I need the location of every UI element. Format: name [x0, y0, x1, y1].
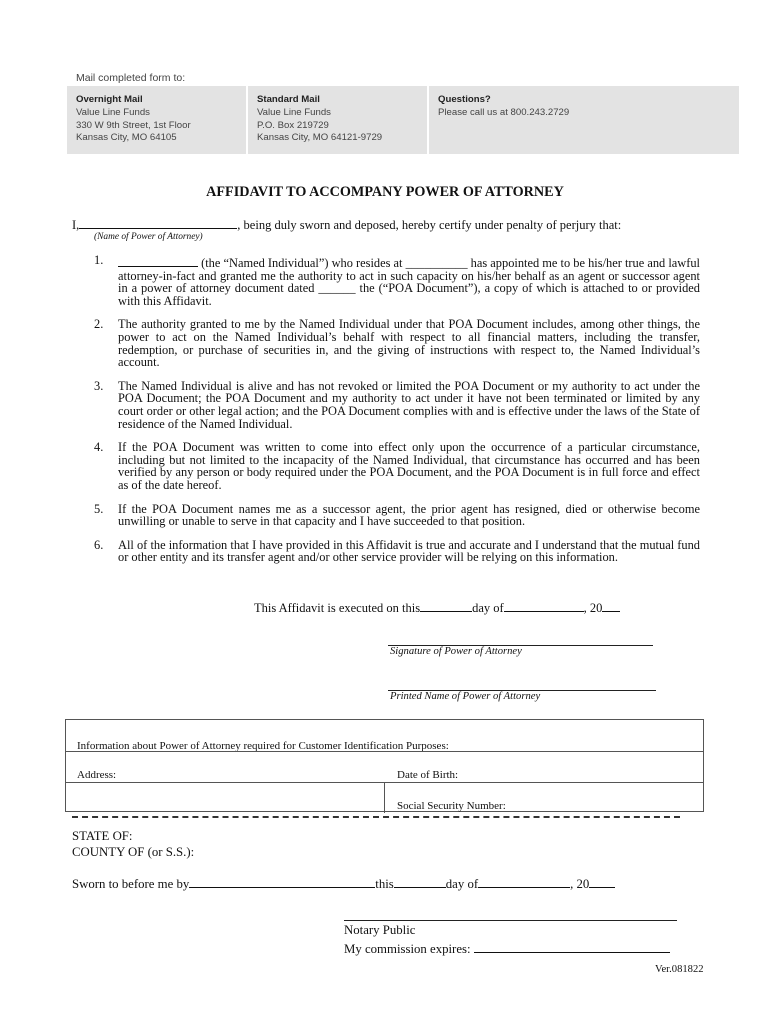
list-item [94, 318, 700, 368]
sworn-dayof-text: day of [445, 877, 479, 891]
executed-line [254, 599, 620, 616]
poa-name-caption: (Name of Power of Attorney) [94, 232, 203, 242]
item-text: The authority granted to me by the Named Individual under that POA Document includes, among other things, the power to act on the Named Individual’s behalf with respect to all financial matters, including the transfer, redemption, or purchase of securities in, and the giving of instructions with respect to, the Named Individual’s account. [118, 317, 700, 370]
overnight-mail-heading: Overnight Mail [76, 94, 143, 105]
commission-line [344, 940, 670, 957]
list-item [94, 380, 700, 430]
county-label: COUNTY OF (or S.S.): [72, 845, 195, 859]
list-item [94, 539, 700, 564]
item-number: 3. [94, 378, 104, 393]
item-number: 2. [94, 317, 104, 332]
sworn-day-blank[interactable] [394, 875, 446, 888]
executed-text: This Affidavit is executed on this [254, 601, 421, 615]
item-text: (the “Named Individual”) who resides at __________ has appointed me to be his/her true and lawful attorney-in-fact and granted me the authority to act in such capacity on his/her behalf as an agent or successor agent in a power of attorney document dated ______ the (“POA Document”), a copy of which is attached to or provided with this Affidavit. [118, 256, 700, 308]
item-number: 6. [94, 537, 104, 552]
list-item [94, 254, 700, 307]
sworn-year-text: , 20 [570, 877, 590, 891]
id-box-header: Information about Power of Attorney required for Customer Identification Purposes: [77, 740, 449, 752]
list-item [94, 503, 700, 528]
executed-year-text: , 20 [583, 601, 603, 615]
overnight-mail-line: 330 W 9th Street, 1st Floor [76, 119, 191, 131]
overnight-mail-line: Value Line Funds [76, 106, 150, 118]
state-label: STATE OF: [72, 829, 133, 843]
intro-suffix: , being duly sworn and deposed, hereby certify under penalty of perjury that: [237, 218, 622, 232]
commission-expires-blank[interactable] [474, 940, 670, 953]
executed-year-blank[interactable] [602, 599, 620, 612]
mail-info-box [67, 86, 739, 154]
id-box-divider [66, 751, 703, 752]
list-item [94, 441, 700, 491]
executed-dayof-text: day of [472, 601, 504, 615]
notary-signature-line[interactable] [344, 920, 677, 921]
executed-month-blank[interactable] [504, 599, 584, 612]
poa-name-blank[interactable] [79, 216, 237, 229]
notary-public-label: Notary Public [344, 923, 416, 937]
address-label: Address: [77, 769, 117, 781]
sworn-name-blank[interactable] [189, 875, 375, 888]
item-text: All of the information that I have provided in this Affidavit is true and accurate and I understand that the mutual fund or other entity and its transfer agent and/or other service provider will be relying on this information. [118, 537, 700, 565]
sworn-this-text: this [375, 877, 394, 891]
overnight-mail-column [67, 86, 246, 154]
dob-label: Date of Birth: [397, 769, 459, 781]
customer-id-box [65, 719, 704, 812]
named-individual-blank[interactable] [118, 254, 198, 267]
printed-name-caption: Printed Name of Power of Attorney [390, 691, 541, 702]
intro-line [72, 216, 621, 233]
standard-mail-line: Kansas City, MO 64121-9729 [257, 132, 383, 144]
ssn-label: Social Security Number: [397, 800, 506, 812]
standard-mail-line: P.O. Box 219729 [257, 119, 329, 131]
item-number: 5. [94, 501, 104, 516]
sworn-month-blank[interactable] [478, 875, 570, 888]
intro-prefix: I, [72, 218, 80, 232]
questions-heading: Questions? [438, 94, 491, 105]
item-text: The Named Individual is alive and has not revoked or limited the POA Document or my authority to act under the POA Document; the POA Document and my authority to act under it have not been terminated or limited by any court order or other legal action; and the POA Document complies with and is effective under the laws of the State of residence of the Named Individual. [118, 378, 700, 431]
id-box-column-divider [384, 782, 385, 813]
document-title: AFFIDAVIT TO ACCOMPANY POWER OF ATTORNEY [206, 184, 564, 200]
sworn-line [72, 875, 615, 892]
questions-column [429, 86, 739, 154]
standard-mail-column [248, 86, 427, 154]
affidavit-items [94, 254, 700, 575]
item-number: 4. [94, 440, 104, 455]
version-label: Ver.081822 [655, 964, 704, 975]
sworn-text: Sworn to before me by [72, 877, 190, 891]
sworn-year-blank[interactable] [589, 875, 615, 888]
executed-day-blank[interactable] [420, 599, 472, 612]
item-text: If the POA Document was written to come into effect only upon the occurrence of a particular circumstance, including but not limited to the incapacity of the Named Individual, that circumstance has occurred and has been verified by any person or body required under the POA Document, and the POA Document is in full force and effect as of the date hereof. [118, 440, 700, 492]
standard-mail-heading: Standard Mail [257, 94, 320, 105]
questions-line: Please call us at 800.243.2729 [438, 106, 570, 118]
cut-line [72, 816, 680, 818]
signature-caption: Signature of Power of Attorney [390, 646, 522, 657]
mail-caption: Mail completed form to: [76, 72, 186, 84]
item-text: If the POA Document names me as a successor agent, the prior agent has resigned, died or otherwise become unwilling or unable to serve in that capacity and I have succeeded to that position. [118, 501, 700, 529]
commission-label: My commission expires: [344, 942, 471, 956]
item-number: 1. [94, 253, 104, 267]
standard-mail-line: Value Line Funds [257, 106, 331, 118]
overnight-mail-line: Kansas City, MO 64105 [76, 132, 177, 144]
